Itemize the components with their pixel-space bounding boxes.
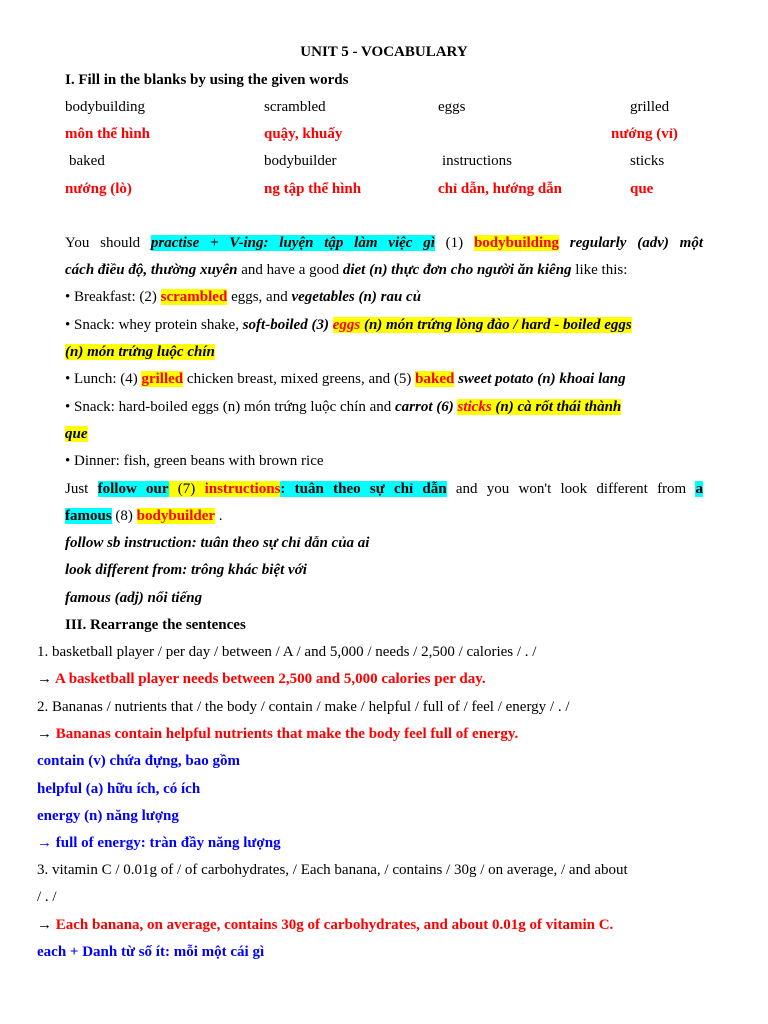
- answer-4: grilled: [141, 371, 184, 387]
- word-vi: môn thể hình: [65, 126, 151, 142]
- breakfast-line: [65, 287, 421, 307]
- vocab-line: energy (n) năng lượng: [37, 808, 179, 824]
- word-en: bodybuilding: [65, 99, 146, 115]
- vocab-note: regularly (adv) một: [559, 235, 704, 251]
- famous-line: [65, 506, 223, 526]
- answer-6: sticks: [457, 399, 492, 415]
- section-3-heading: III. Rearrange the sentences: [65, 617, 246, 633]
- word-en: sticks: [630, 153, 665, 169]
- vocab-note: cách điều độ, thường xuyên: [65, 262, 238, 278]
- word-vi: nướng (vỉ): [611, 126, 678, 142]
- snack-line-1: [65, 315, 632, 335]
- question-3: 3. vitamin C / 0.01g of / of carbohydrates, / Each banana, / contains / 30g / on average, / and about: [37, 862, 628, 878]
- passage-line-2: [65, 260, 627, 280]
- passage-text: (7): [168, 481, 205, 497]
- note-line: famous (adj) nổi tiếng: [65, 590, 203, 606]
- answer-text: A basketball player needs between 2,500 and 5,000 calories per day.: [54, 671, 486, 687]
- section-1-heading: I. Fill in the blanks by using the given words: [65, 72, 349, 88]
- answer-7: instructions: [204, 481, 281, 497]
- vocab-note: sweet potato (n) khoai lang: [454, 371, 626, 387]
- note-line: look different from: trông khác biệt với: [65, 562, 307, 578]
- word-en: instructions: [442, 153, 512, 169]
- passage-text: You should: [65, 235, 151, 251]
- passage-text: • Snack: whey protein shake,: [65, 317, 243, 333]
- arrow-icon: →: [37, 726, 56, 742]
- word-en: grilled: [630, 99, 670, 115]
- vocab-note: (n) món trứng luộc chín: [65, 344, 215, 360]
- passage-text: Just: [65, 481, 98, 497]
- vocab-note: carrot (6): [394, 399, 458, 415]
- arrow-icon: →: [37, 917, 56, 933]
- passage-text: chicken breast, mixed greens, and (5): [183, 371, 416, 387]
- passage-line-1: [65, 233, 703, 253]
- passage-text: • Lunch: (4): [65, 371, 142, 387]
- passage-text: like this:: [571, 262, 628, 278]
- question-3-cont: / . /: [37, 889, 57, 905]
- word-vi: nướng (lò): [65, 181, 132, 197]
- grammar-highlight: a: [695, 481, 703, 497]
- passage-text: and have a good: [237, 262, 343, 278]
- grammar-highlight: practise + V-ing: luyện tập làm việc gì: [150, 235, 435, 251]
- snack-line-2: [65, 342, 215, 362]
- passage-text: • Snack: hard-boiled eggs (n) món trứng luộc chín and: [65, 399, 395, 415]
- answer-line-1: [37, 669, 486, 689]
- just-line: [65, 479, 703, 499]
- passage-text: (8): [111, 508, 137, 524]
- page-title: UNIT 5 - VOCABULARY: [300, 44, 468, 60]
- snack2-line-1: [65, 397, 621, 417]
- word-en: scrambled: [264, 99, 326, 115]
- word-en: bodybuilder: [264, 153, 337, 169]
- note-line: follow sb instruction: tuân theo sự chỉ dẫn của ai: [65, 535, 370, 551]
- answer-line-3: [37, 915, 613, 935]
- grammar-highlight: : tuân theo sự chỉ dẫn: [280, 481, 447, 497]
- lunch-line: [65, 369, 626, 389]
- answer-line-2: [37, 724, 518, 744]
- vocab-note: (n) cà rốt thái thành: [491, 399, 622, 415]
- vocab-line: helpful (a) hữu ích, có ích: [37, 781, 201, 797]
- question-2: 2. Bananas / nutrients that / the body / contain / make / helpful / full of / feel / energy / . /: [37, 699, 570, 715]
- answer-1: bodybuilding: [473, 235, 560, 251]
- vocab-note: (n) món trứng lòng đào / hard - boiled eggs: [360, 317, 632, 333]
- vocab-line: → full of energy: tràn đầy năng lượng: [37, 835, 281, 851]
- question-1: 1. basketball player / per day / between / A / and 5,000 / needs / 2,500 / calories / . /: [37, 644, 537, 660]
- word-en: eggs: [438, 99, 466, 115]
- vocab-note: soft-boiled (3): [242, 317, 333, 333]
- dinner-line: • Dinner: fish, green beans with brown rice: [65, 453, 324, 469]
- snack2-line-2: [65, 424, 88, 444]
- passage-text: (1): [434, 235, 474, 251]
- answer-8: bodybuilder: [136, 508, 216, 524]
- answer-3: eggs: [332, 317, 361, 333]
- answer-text: Bananas contain helpful nutrients that make the body feel full of energy.: [55, 726, 519, 742]
- answer-text: Each banana, on average, contains 30g of carbohydrates, and about 0.01g of vitamin C.: [55, 917, 614, 933]
- answer-5: baked: [415, 371, 455, 387]
- word-vi: ng tập thể hình: [264, 181, 362, 197]
- word-vi: quậy, khuấy: [264, 126, 343, 142]
- passage-text: • Breakfast: (2): [65, 289, 161, 305]
- word-vi: chỉ dẫn, hướng dẫn: [438, 181, 563, 197]
- vocab-note: que: [65, 426, 88, 442]
- vocab-line: each + Danh từ số ít: mỗi một cái gì: [37, 944, 265, 960]
- vocab-line: contain (v) chứa đựng, bao gồm: [37, 753, 241, 769]
- vocab-note: vegetables (n) rau củ: [291, 289, 422, 305]
- word-en: baked: [69, 153, 105, 169]
- grammar-highlight: follow our: [97, 481, 169, 497]
- passage-text: .: [215, 508, 223, 524]
- answer-2: scrambled: [160, 289, 228, 305]
- arrow-icon: →: [37, 671, 55, 687]
- passage-text: eggs, and: [227, 289, 292, 305]
- grammar-highlight: famous: [65, 508, 112, 524]
- passage-text: and you won't look different from: [446, 481, 696, 497]
- word-vi: que: [630, 181, 654, 197]
- vocab-note: diet (n) thực đơn cho người ăn kiêng: [342, 262, 572, 278]
